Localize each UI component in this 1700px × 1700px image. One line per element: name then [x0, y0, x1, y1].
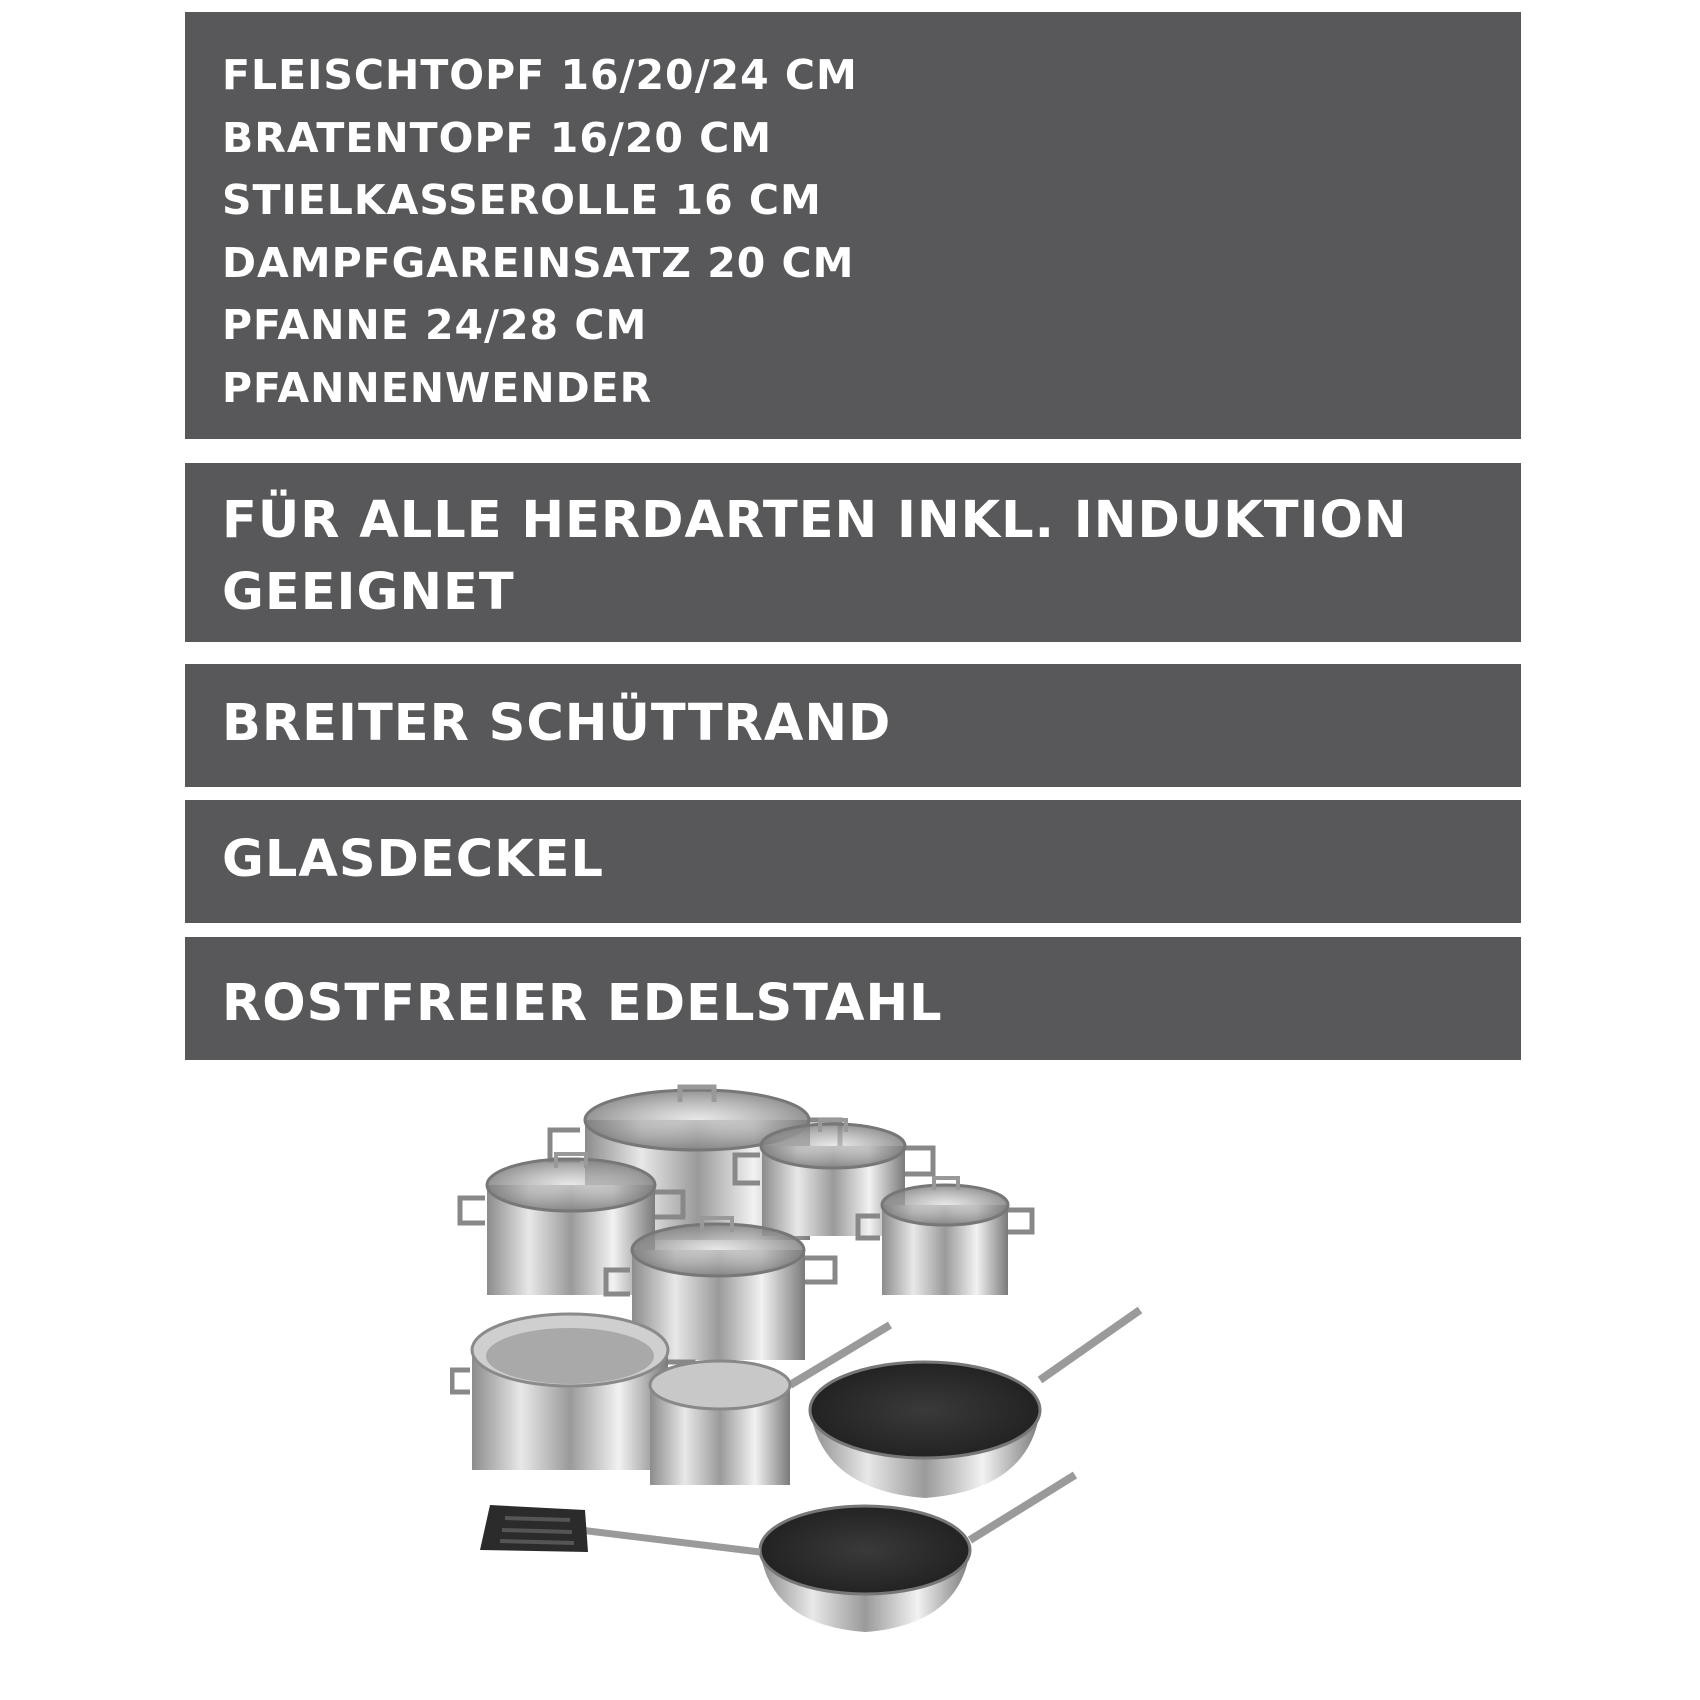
contents-panel — [185, 12, 1521, 439]
cookware-set-illustration — [450, 1080, 1250, 1700]
lid-panel — [185, 800, 1521, 923]
material-text: ROSTFREIER EDELSTAHL — [222, 974, 943, 1033]
contents-item: DAMPFGAREINSATZ 20 CM — [222, 238, 855, 287]
contents-item: STIELKASSEROLLE 16 CM — [222, 176, 822, 224]
induction-line: GEEIGNET — [222, 563, 515, 622]
contents-item: PFANNENWENDER — [222, 363, 653, 412]
lid-text: GLASDECKEL — [222, 830, 605, 889]
induction-line: FÜR ALLE HERDARTEN INKL. INDUKTION — [222, 491, 1408, 550]
frying-pan-28-icon — [810, 1310, 1140, 1498]
contents-item: BRATENTOPF 16/20 CM — [222, 113, 773, 162]
induction-panel — [185, 463, 1521, 642]
contents-item: FLEISCHTOPF 16/20/24 CM — [222, 51, 858, 99]
spatula-icon — [480, 1505, 760, 1552]
material-panel — [185, 937, 1521, 1060]
frying-pan-24-icon — [760, 1475, 1075, 1632]
rim-text: BREITER SCHÜTTRAND — [222, 694, 892, 753]
rim-panel — [185, 664, 1521, 787]
contents-item: PFANNE 24/28 CM — [222, 301, 648, 349]
